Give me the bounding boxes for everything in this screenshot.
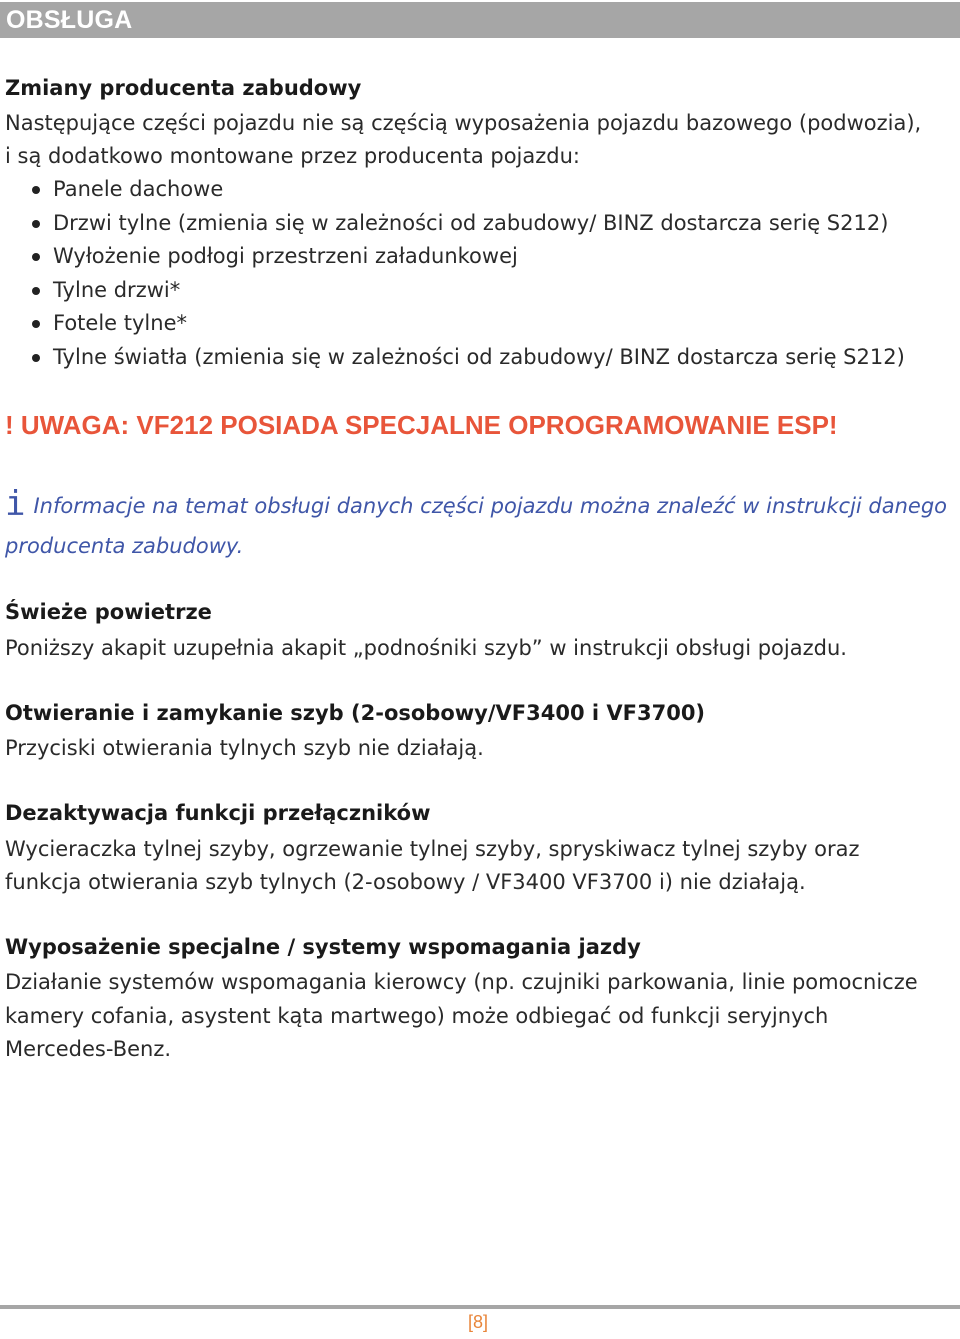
list-item bbox=[5, 240, 905, 274]
list-item-label: Wyłożenie podłogi przestrzeni załadunkowej bbox=[53, 244, 518, 268]
info-text: Informacje na temat obsługi danych części pojazdu można znaleźć w instrukcji danego producenta zabudowy. bbox=[5, 494, 948, 558]
switches-line-2: funkcja otwierania szyb tylnych (2-osobowy / VF3400 VF3700 i) nie działają. bbox=[5, 870, 806, 894]
list-item bbox=[5, 307, 905, 341]
bullet-icon bbox=[32, 320, 40, 328]
bullet-icon bbox=[32, 354, 40, 362]
heading-windows: Otwieranie i zamykanie szyb (2-osobowy/VF3400 i VF3700) bbox=[5, 701, 706, 725]
heading-producer-changes: Zmiany producenta zabudowy bbox=[5, 76, 362, 100]
esp-warning: ! UWAGA: VF212 POSIADA SPECJALNE OPROGRAMOWANIE ESP! bbox=[5, 410, 838, 440]
list-item bbox=[5, 274, 905, 308]
info-icon: i bbox=[5, 484, 26, 524]
windows-text: Przyciski otwierania tylnych szyb nie działają. bbox=[5, 736, 484, 760]
section-title: OBSŁUGA bbox=[6, 6, 133, 34]
intro-line-1: Następujące części pojazdu nie są częścią wyposażenia pojazdu bazowego (podwozia), bbox=[5, 111, 922, 135]
list-item-label: Panele dachowe bbox=[53, 177, 224, 201]
special-equipment-line-2: kamery cofania, asystent kąta martwego) może odbiegać od funkcji seryjnych bbox=[5, 1004, 829, 1028]
list-item bbox=[5, 207, 905, 241]
list-item bbox=[5, 341, 905, 375]
bullet-icon bbox=[32, 186, 40, 194]
list-item-label: Fotele tylne* bbox=[53, 311, 187, 335]
special-equipment-line-1: Działanie systemów wspomagania kierowcy (np. czujniki parkowania, linie pomocnicze bbox=[5, 970, 918, 994]
fresh-air-text: Poniższy akapit uzupełnia akapit „podnośniki szyb” w instrukcji obsługi pojazdu. bbox=[5, 636, 847, 660]
section-header-bar bbox=[0, 2, 960, 38]
info-note bbox=[5, 484, 950, 566]
footer-divider bbox=[0, 1305, 960, 1309]
switches-line-1: Wycieraczka tylnej szyby, ogrzewanie tylnej szyby, spryskiwacz tylnej szyby oraz bbox=[5, 837, 860, 861]
list-item-label: Tylne drzwi* bbox=[53, 277, 181, 302]
bullet-icon bbox=[32, 253, 40, 261]
heading-switches: Dezaktywacja funkcji przełączników bbox=[5, 801, 431, 825]
list-item-label: Tylne światła (zmienia się w zależności od zabudowy/ BINZ dostarcza serię S212) bbox=[53, 344, 905, 369]
bullet-icon bbox=[32, 287, 40, 295]
list-item bbox=[5, 173, 905, 207]
page-number: [8] bbox=[468, 1312, 489, 1332]
intro-line-2: i są dodatkowo montowane przez producenta pojazdu: bbox=[5, 144, 580, 168]
parts-list bbox=[5, 173, 905, 374]
special-equipment-line-3: Mercedes-Benz. bbox=[5, 1037, 172, 1061]
heading-fresh-air: Świeże powietrze bbox=[5, 600, 212, 624]
heading-special-equipment: Wyposażenie specjalne / systemy wspomagania jazdy bbox=[5, 935, 641, 959]
bullet-icon bbox=[32, 220, 40, 228]
list-item-label: Drzwi tylne (zmienia się w zależności od zabudowy/ BINZ dostarcza serię S212) bbox=[53, 210, 889, 235]
